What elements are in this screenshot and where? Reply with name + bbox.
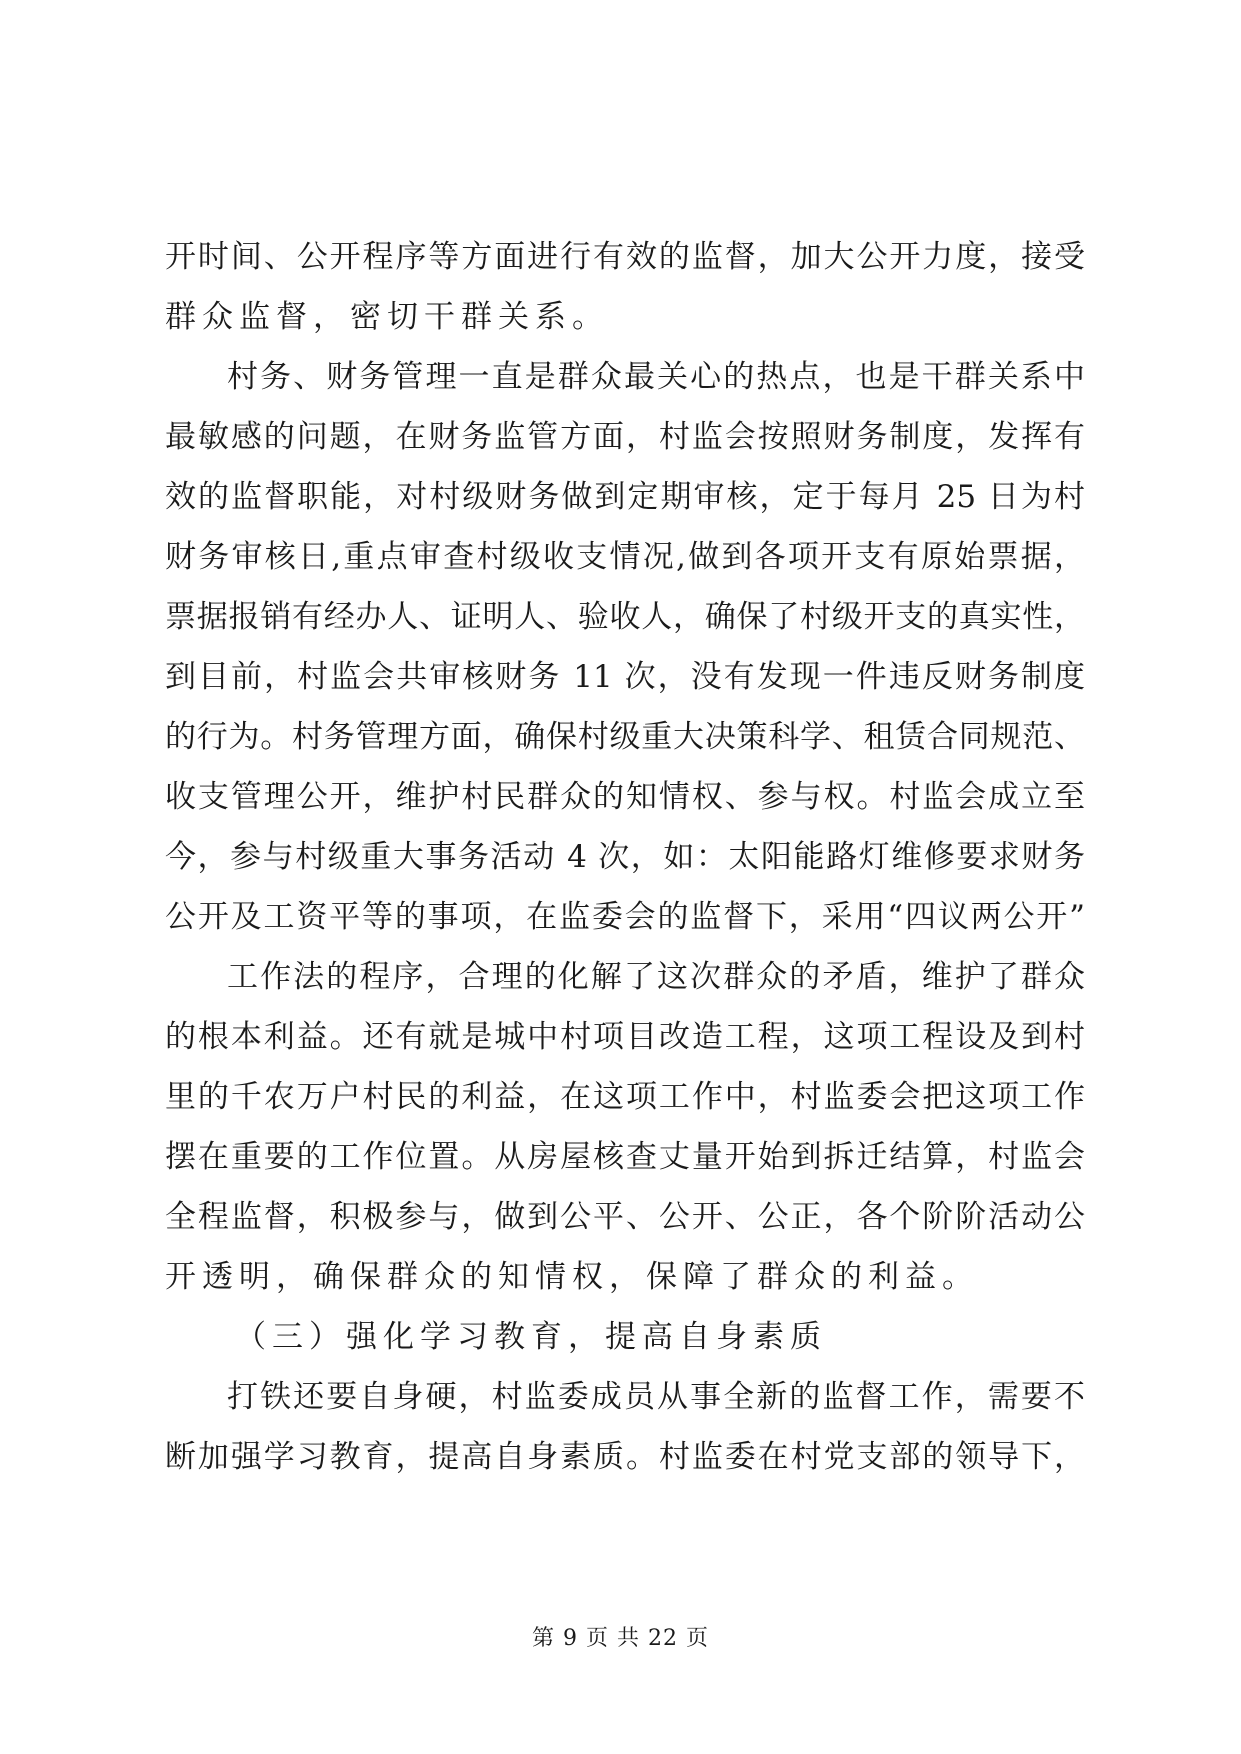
text-line-1: 开时间、公开程序等方面进行有效的监督，加大公开力度，接受 bbox=[165, 239, 1085, 275]
text-line-11: 今，参与村级重大事务活动 4 次，如：太阳能路灯维修要求财务 bbox=[165, 839, 1085, 875]
text-line-17: 全程监督，积极参与，做到公平、公开、公正，各个阶阶活动公 bbox=[165, 1199, 1085, 1235]
text-line-9: 的行为。村务管理方面，确保村级重大决策科学、租赁合同规范、 bbox=[165, 719, 1085, 755]
text-line-18: 开透明，确保群众的知情权，保障了群众的利益。 bbox=[165, 1259, 979, 1295]
text-line-6: 财务审核日,重点审查村级收支情况,做到各项开支有原始票据， bbox=[165, 539, 1085, 575]
text-line-16: 摆在重要的工作位置。从房屋核查丈量开始到拆迁结算，村监会 bbox=[165, 1139, 1085, 1175]
text-line-10: 收支管理公开，维护村民群众的知情权、参与权。村监会成立至 bbox=[165, 779, 1085, 815]
text-line-14: 的根本利益。还有就是城中村项目改造工程，这项工程设及到村 bbox=[165, 1019, 1085, 1055]
text-line-12: 公开及工资平等的事项，在监委会的监督下，采用“四议两公开” bbox=[165, 899, 1085, 935]
text-line-7: 票据报销有经办人、证明人、验收人，确保了村级开支的真实性， bbox=[165, 599, 1085, 635]
text-line-15: 里的千农万户村民的利益，在这项工作中，村监委会把这项工作 bbox=[165, 1079, 1085, 1115]
text-line-8: 到目前，村监会共审核财务 11 次，没有发现一件违反财务制度 bbox=[165, 659, 1085, 695]
text-line-13: 工作法的程序，合理的化解了这次群众的矛盾，维护了群众 bbox=[227, 959, 1085, 995]
text-line-2: 群众监督，密切干群关系。 bbox=[165, 299, 609, 335]
text-line-5: 效的监督职能，对村级财务做到定期审核，定于每月 25 日为村 bbox=[165, 479, 1085, 515]
text-line-21: 断加强学习教育，提高自身素质。村监委在村党支部的领导下， bbox=[165, 1439, 1085, 1475]
text-line-20: 打铁还要自身硬，村监委成员从事全新的监督工作，需要不 bbox=[227, 1379, 1085, 1415]
text-line-3: 村务、财务管理一直是群众最关心的热点，也是干群关系中 bbox=[227, 359, 1085, 395]
section-heading: （三）强化学习教育，提高自身素质 bbox=[235, 1319, 827, 1355]
text-line-4: 最敏感的问题，在财务监管方面，村监会按照财务制度，发挥有 bbox=[165, 419, 1085, 455]
page-footer: 第 9 页 共 22 页 bbox=[532, 1626, 709, 1651]
